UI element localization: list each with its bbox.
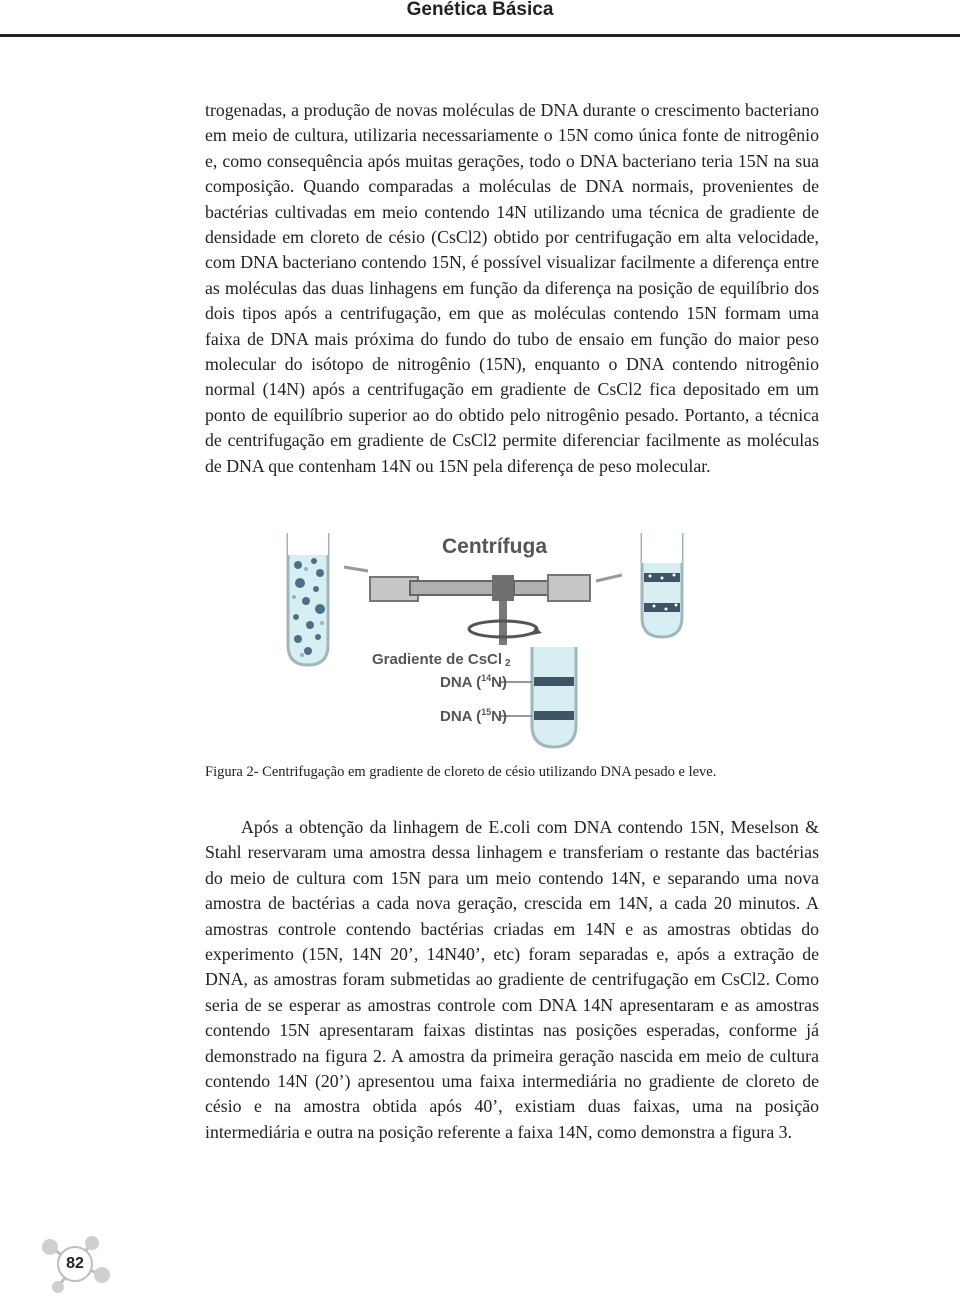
page-number: 82 (66, 1255, 84, 1272)
page-number-badge (40, 1235, 112, 1295)
left-test-tube (288, 533, 328, 665)
centrifuge-figure (270, 525, 710, 755)
arrow-in (344, 567, 368, 571)
body-paragraph-2: Após a obtenção da linhagem de E.coli com DNA contendo 15N, Meselson & Stahl reservaram uma amostra dessa linhagem e transferiam o restante das bactérias do meio de cultura com 15N para um meio contendo 14N, e separando uma nova amostra de bactérias a cada nova geração, crescida em 14N, a cada 20 minutos. A amostras controle contendo bactérias criadas em 14N e as amostras obtidas do experimento (15N, 14N 20’, 14N40’, etc) foram separadas e, após a extração de DNA, as amostras foram submetidas ao gradiente de centrifugação em CsCl2. Como seria de se esperar as amostras controle com DNA 14N apresentaram e as amostras contendo 15N apresentaram faixas distintas nas posições esperadas, conforme já demonstrado na figura 2. A amostra da primeira geração nascida em meio de cultura contendo 14N (20’) apresentou uma faixa intermediária no gradiente de cloreto de césio e na amostra obtida após 40’, existiam duas faixas, uma na posição intermediária e outra na posição referente a faixa 14N, como demonstra a figura 3. (205, 817, 819, 1142)
legend-test-tube (532, 647, 576, 747)
gradient-label: Gradiente de CsCl 2 (372, 651, 511, 669)
centrifuge-title: Centrífuga (442, 535, 547, 558)
page-header (0, 0, 960, 37)
header-title: Genética Básica (406, 0, 554, 20)
right-test-tube (642, 533, 682, 637)
band-15n (644, 603, 680, 612)
label-dna-15n: DNA ($^{15}$N) (440, 707, 507, 725)
figure-caption: Figura 2- Centrifugação em gradiente de cloreto de césio utilizando DNA pesado e leve. (205, 764, 717, 780)
label-dna-14n: DNA ($^{14}$N) (440, 673, 507, 691)
arrow-out (596, 575, 622, 581)
body-paragraph-1: trogenadas, a produção de novas moléculas de DNA durante o crescimento bacteriano em meio de cultura, utilizaria necessariamente o 15N como única fonte de nitrogênio e, como consequência após muitas gerações, todo o DNA bacteriano teria 15N na sua composição. Quando comparadas a moléculas de DNA normais, provenientes de bactérias cultivadas em meio contendo 14N utilizando uma técnica de gradiente de densidade em cloreto de césio (CsCl2) obtido por centrifugação em alta velocidade, com DNA bacteriano contendo 15N, é possível visualizar facilmente a diferença entre as moléculas das duas linhagens em função da diferença na posição de equilíbrio dos dois tipos após a centrifugação, em que as moléculas contendo 15N formam uma faixa de DNA mais próxima do fundo do tubo de ensaio em função do maior peso molecular do isótopo de nitrogênio (15N), enquanto o DNA contendo nitrogênio normal (14N) após a centrifugação em gradiente de CsCl2 fica depositado em um ponto de equilíbrio superior ao do obtido pelo nitrogênio pesado. Portanto, a técnica de centrifugação em gradiente de CsCl2 permite diferenciar facilmente as moléculas de DNA que contenham 14N ou 15N pela diferença de peso molecular. (205, 100, 819, 476)
header-rule (0, 34, 960, 37)
centrifuge-device (370, 575, 590, 645)
